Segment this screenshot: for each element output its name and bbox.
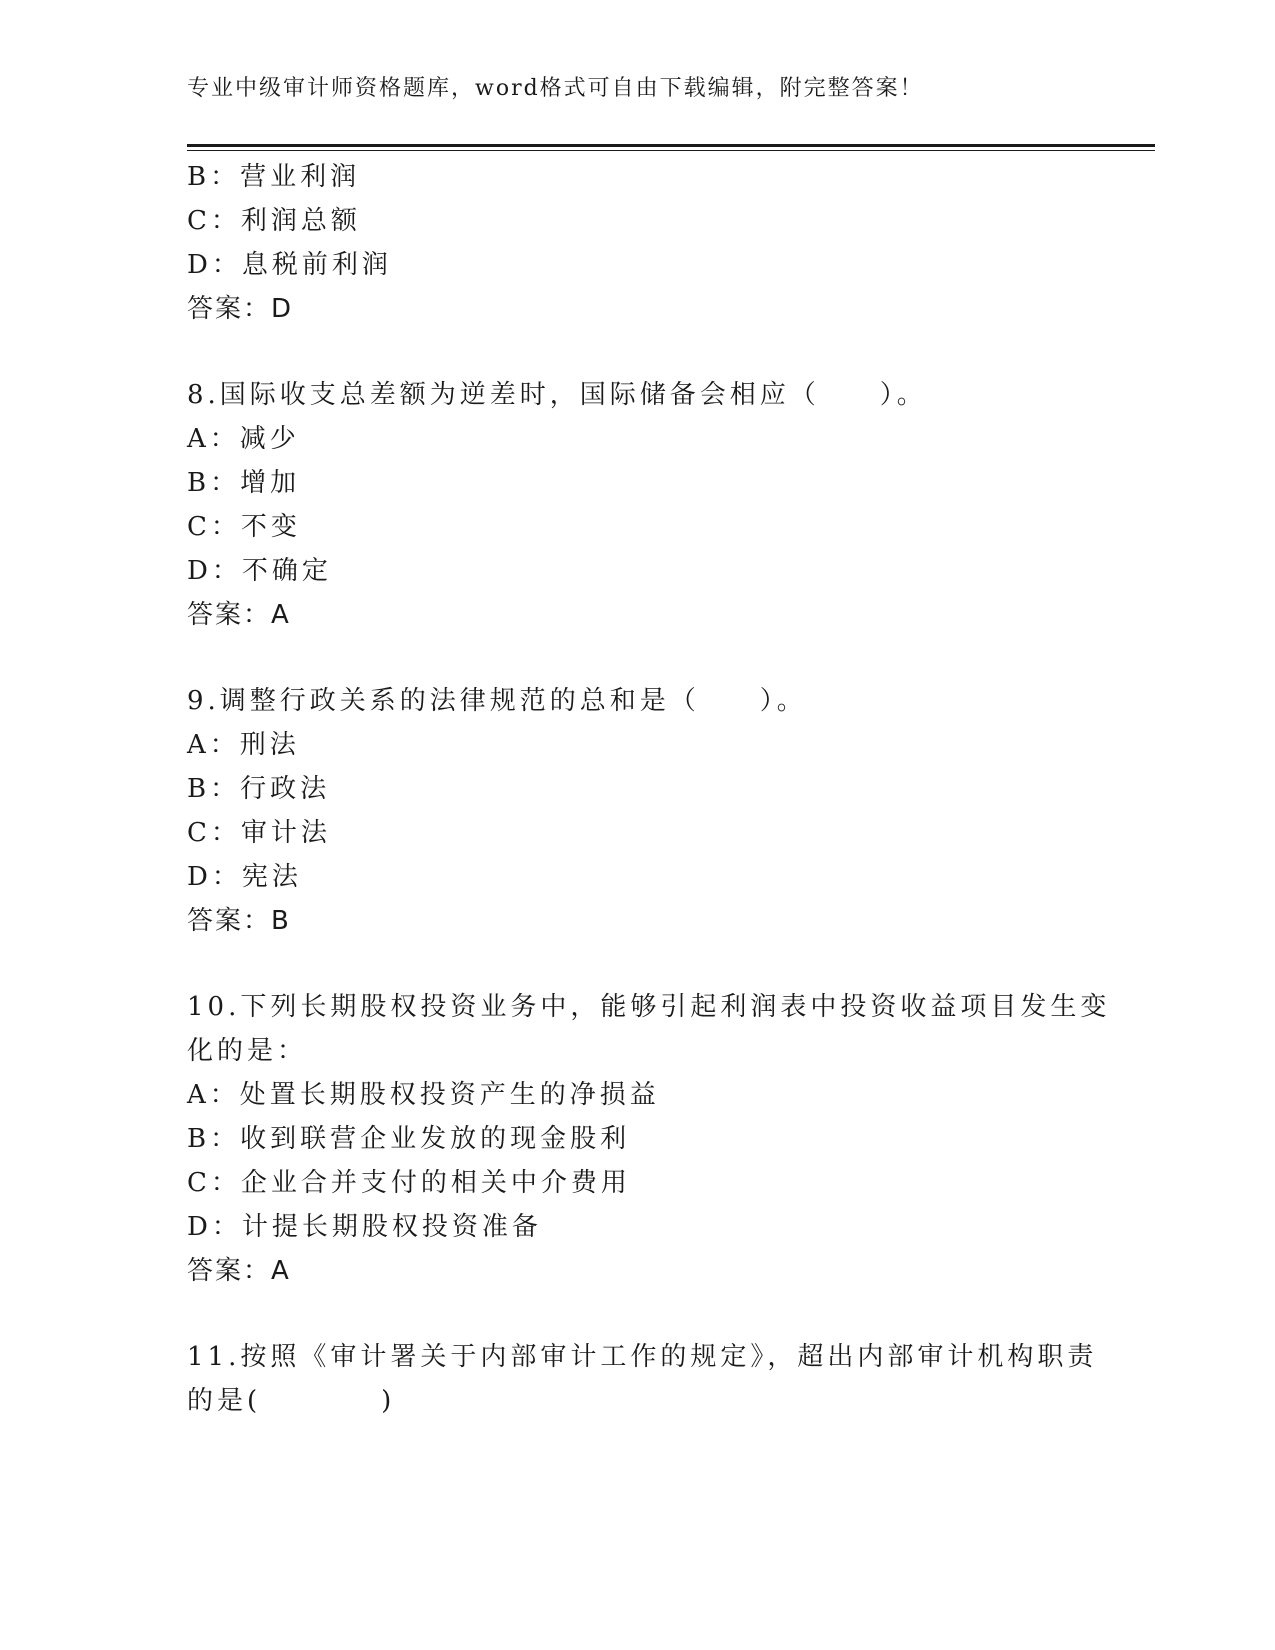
- page-header: 专业中级审计师资格题库，word格式可自由下载编辑，附完整答案！: [187, 76, 924, 101]
- q9-option-d: D：宪法: [187, 862, 302, 892]
- prev-option-c: C：利润总额: [187, 206, 361, 236]
- q9-option-a: A：刑法: [187, 730, 300, 760]
- q10-option-c: C：企业合并支付的相关中介费用: [187, 1168, 631, 1198]
- q10-answer: 答案：A: [187, 1256, 291, 1286]
- header-rule-thick: [187, 144, 1155, 147]
- q10-option-a: A：处置长期股权投资产生的净损益: [187, 1080, 660, 1110]
- q8-option-d: D：不确定: [187, 556, 332, 586]
- q9-answer: 答案：B: [187, 906, 291, 936]
- q8-stem: 8.国际收支总差额为逆差时，国际储备会相应（ ）。: [187, 380, 927, 410]
- q10-stem-line2: 化的是：: [187, 1036, 308, 1066]
- prev-answer: 答案：D: [187, 294, 294, 324]
- q9-option-b: B：行政法: [187, 774, 331, 804]
- prev-option-b: B：营业利润: [187, 162, 361, 192]
- q11-stem-line1: 11.按照《审计署关于内部审计工作的规定》，超出内部审计机构职责: [187, 1342, 1098, 1372]
- q10-option-d: D：计提长期股权投资准备: [187, 1212, 542, 1242]
- prev-option-d: D：息税前利润: [187, 250, 392, 280]
- q9-stem: 9.调整行政关系的法律规范的总和是（ ）。: [187, 686, 807, 716]
- q9-option-c: C：审计法: [187, 818, 331, 848]
- q8-option-c: C：不变: [187, 512, 301, 542]
- q10-stem-line1: 10.下列长期股权投资业务中，能够引起利润表中投资收益项目发生变: [187, 992, 1111, 1022]
- q10-option-b: B：收到联营企业发放的现金股利: [187, 1124, 631, 1154]
- header-rule-thin: [187, 150, 1155, 151]
- q8-option-a: A：减少: [187, 424, 300, 454]
- q8-option-b: B：增加: [187, 468, 301, 498]
- q8-answer: 答案：A: [187, 600, 291, 630]
- q11-stem-line2: 的是( ): [187, 1386, 396, 1416]
